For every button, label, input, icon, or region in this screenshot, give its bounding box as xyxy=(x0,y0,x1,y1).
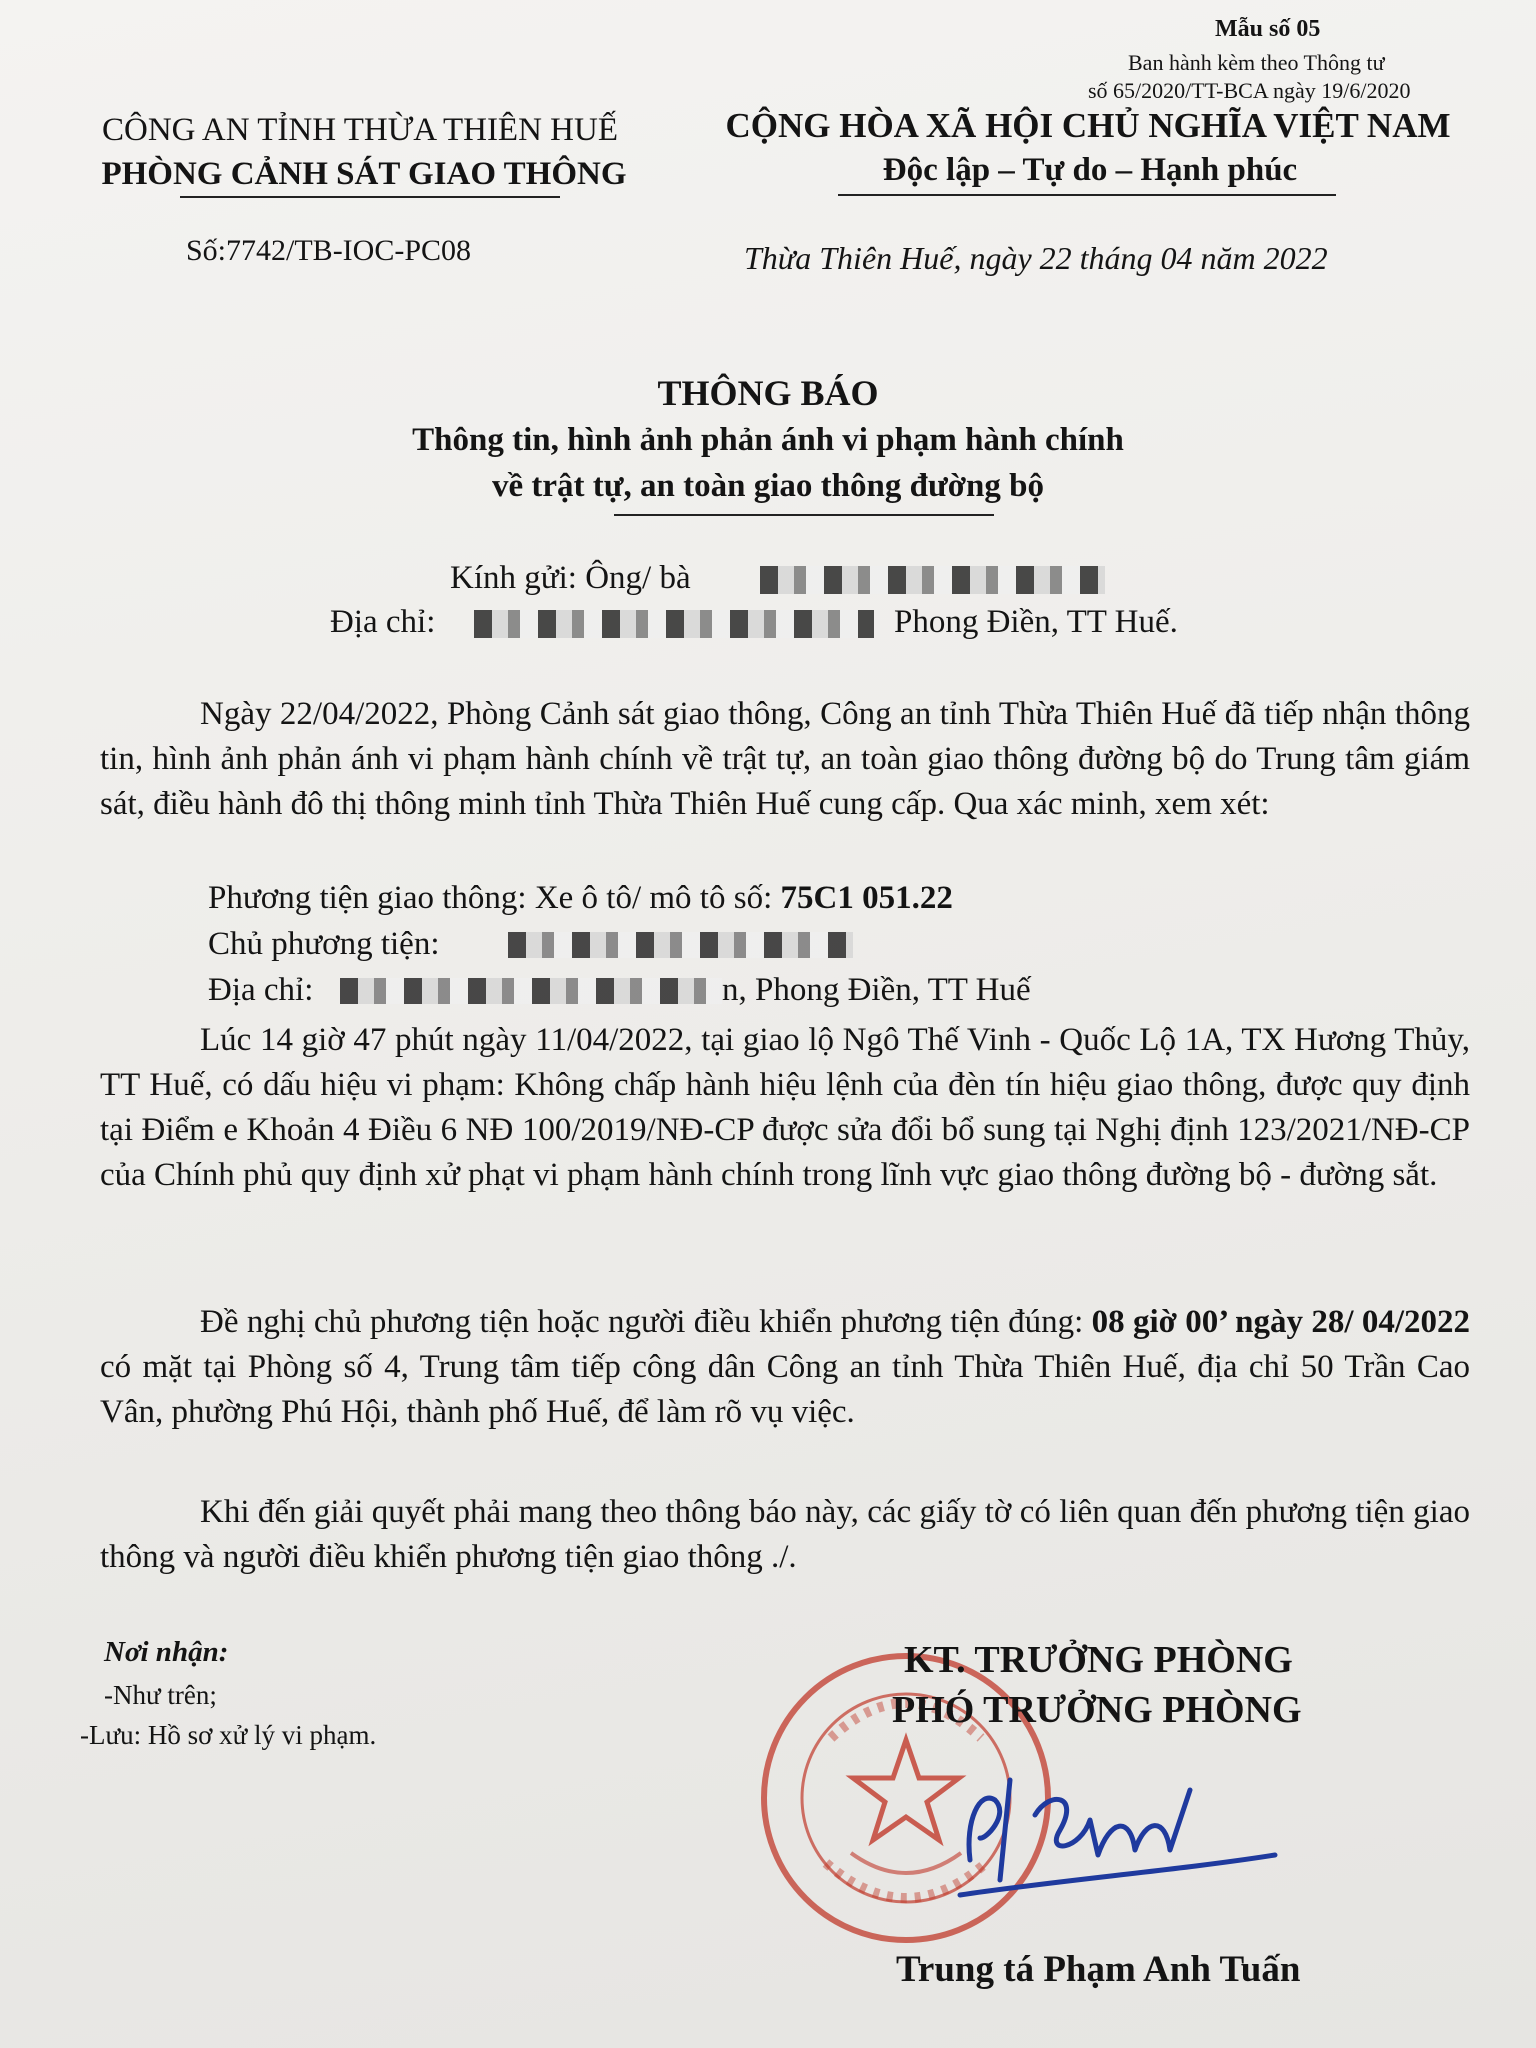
handwritten-signature-icon xyxy=(940,1760,1280,1900)
redacted-recipient-address xyxy=(474,610,874,638)
owner-line xyxy=(208,926,440,963)
request-text-start: Đề nghị chủ phương tiện hoặc người điều khiển phương tiện đúng: xyxy=(200,1304,1092,1340)
form-issued-line2: số 65/2020/TT-BCA ngày 19/6/2020 xyxy=(1088,78,1411,103)
vehicle-label: Phương tiện giao thông: Xe ô tô/ mô tô số: xyxy=(208,880,773,916)
vehicle-plate: 75C1 051.22 xyxy=(780,880,953,916)
signature-title-line2: PHÓ TRƯỞNG PHÒNG xyxy=(892,1689,1302,1731)
recipients-item-2: -Lưu: Hồ sơ xử lý vi phạm. xyxy=(80,1720,377,1750)
issuing-department: PHÒNG CẢNH SÁT GIAO THÔNG xyxy=(101,156,627,192)
owner-address-tail: n, Phong Điền, TT Huế xyxy=(722,972,1031,1008)
form-issued-line1: Ban hành kèm theo Thông tư xyxy=(1128,50,1385,75)
dateline: Thừa Thiên Huế, ngày 22 tháng 04 năm 2022 xyxy=(744,240,1328,276)
recipients-item-1: -Như trên; xyxy=(104,1680,217,1710)
recipient-address-label: Địa chỉ: xyxy=(330,604,436,640)
national-motto: Độc lập – Tự do – Hạnh phúc xyxy=(882,152,1298,188)
recipient-label: Kính gửi: Ông/ bà xyxy=(450,560,691,596)
national-title: CỘNG HÒA XÃ HỘI CHỦ NGHĨA VIỆT NAM xyxy=(725,106,1451,145)
document-subtitle-line2: về trật tự, an toàn giao thông đường bộ xyxy=(491,468,1044,504)
redacted-owner-address xyxy=(340,978,722,1004)
department-underline xyxy=(180,196,560,198)
form-number: Mẫu số 05 xyxy=(1215,16,1321,42)
redacted-recipient-name xyxy=(760,566,1105,594)
document-number: Số:7742/TB-IOC-PC08 xyxy=(186,234,472,267)
document-subtitle-line1: Thông tin, hình ảnh phản ánh vi phạm hành chính xyxy=(412,422,1124,458)
owner-address-line xyxy=(208,972,313,1009)
vehicle-line xyxy=(208,880,953,917)
document-title: THÔNG BÁO xyxy=(657,373,879,413)
request-paragraph xyxy=(100,1300,1470,1435)
closing-paragraph: Khi đến giải quyết phải mang theo thông báo này, các giấy tờ có liên quan đến phương tiện giao thông và người điều khiển phương tiện giao thông ./. xyxy=(100,1494,1470,1575)
recipients-label: Nơi nhận: xyxy=(104,1636,229,1668)
violation-paragraph: Lúc 14 giờ 47 phút ngày 11/04/2022, tại giao lộ Ngô Thế Vinh - Quốc Lộ 1A, TX Hương Thủy, TT Huế, có dấu hiệu vi phạm: Không chấp hành hiệu lệnh của đèn tín hiệu giao thông, được quy định tại Điểm e Khoản 4 Điều 6 NĐ 100/2019/NĐ-CP được sửa đổi bổ sung tại Nghị định 123/2021/NĐ-CP của Chính phủ quy định xử phạt vi phạm hành chính trong lĩnh vực giao thông đường bộ - đường sắt. xyxy=(100,1022,1470,1193)
recipient-address-tail: Phong Điền, TT Huế. xyxy=(894,604,1178,640)
owner-address-label: Địa chỉ: xyxy=(208,972,314,1008)
issuing-agency: CÔNG AN TỈNH THỪA THIÊN HUẾ xyxy=(101,112,618,148)
motto-underline xyxy=(838,194,1336,196)
redacted-owner-name xyxy=(508,932,853,958)
title-underline xyxy=(614,514,994,516)
signature-title-line1: KT. TRƯỞNG PHÒNG xyxy=(904,1639,1293,1681)
appointment-time: 08 giờ 00’ ngày 28/ 04/2022 xyxy=(1091,1304,1470,1340)
signer-name: Trung tá Phạm Anh Tuấn xyxy=(896,1949,1301,1990)
request-text-end: có mặt tại Phòng số 4, Trung tâm tiếp công dân Công an tỉnh Thừa Thiên Huế, địa chỉ 50 Trần Cao Vân, phường Phú Hội, thành phố Huế, để làm rõ vụ việc. xyxy=(100,1349,1470,1430)
owner-label: Chủ phương tiện: xyxy=(208,926,440,962)
intro-paragraph: Ngày 22/04/2022, Phòng Cảnh sát giao thông, Công an tỉnh Thừa Thiên Huế đã tiếp nhận thông tin, hình ảnh phản ánh vi phạm hành chính về trật tự, an toàn giao thông đường bộ do Trung tâm giám sát, điều hành đô thị thông minh tỉnh Thừa Thiên Huế cung cấp. Qua xác minh, xem xét: xyxy=(100,696,1470,822)
